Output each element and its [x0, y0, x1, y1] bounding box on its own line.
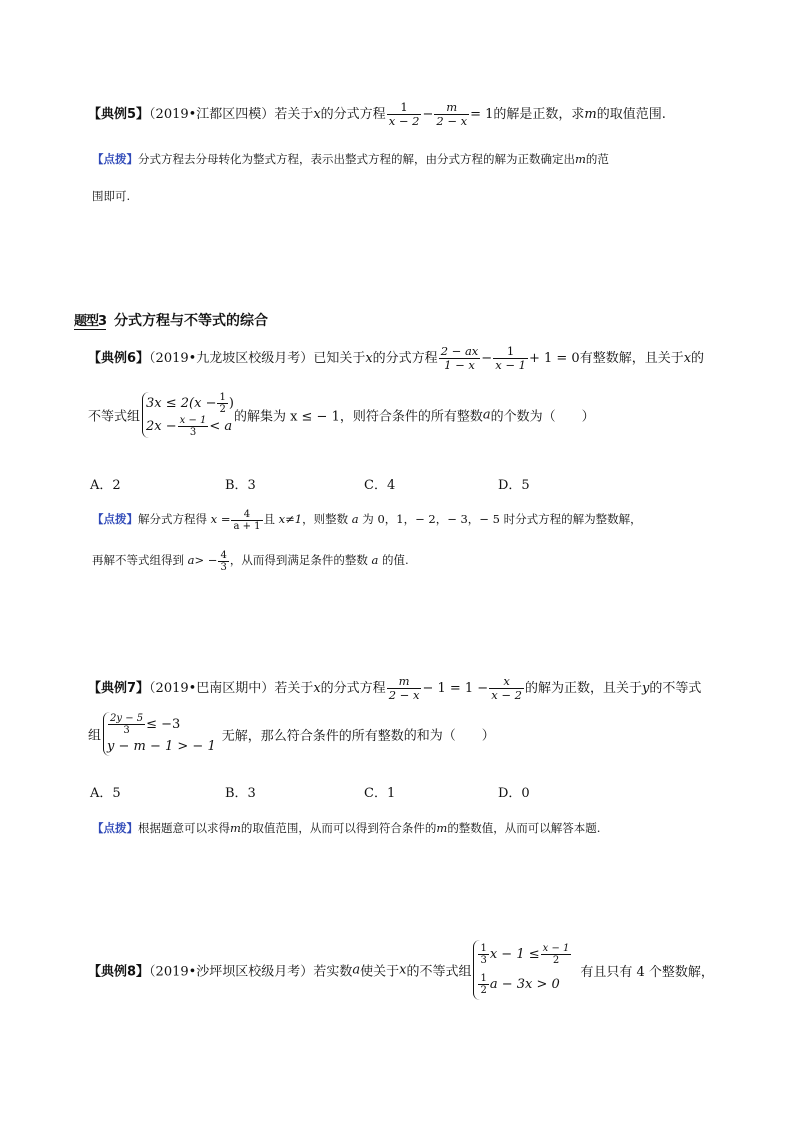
- option-a[interactable]: A．2: [90, 478, 121, 493]
- example-7-label: 【典例7】: [88, 681, 150, 696]
- section-title: 分式方程与不等式的综合: [114, 313, 269, 329]
- hint-label: 【点拨】: [92, 152, 138, 166]
- option-c[interactable]: C．1: [364, 786, 396, 801]
- example-6-line2: 不等式组 3x ≤ 2(x − $\frac{1}{2}$ ) 2x − $\frac{x - 1}{3}$ < a 的解集为 x ≤ − 1，则符合条件的所有整数a的个数为（ ）: [88, 392, 595, 438]
- example-6-line1: 【典例6】（2019•九龙坡区校级月考）已知关于x的分式方程 $\frac{2 - ax}{1 - x}$ − $\frac{1}{x - 1}$ + 1 = 0有整数解，且关于x的: [88, 344, 705, 372]
- example-6-hint: 【点拨】解分式方程得 x = $\frac{4}{a + 1}$ 且 x≠1，则整数 a 为 0，1，− 2，− 3，− 5 时分式方程的解为整数解，: [92, 508, 642, 532]
- hint-label: 【点拨】: [92, 821, 138, 835]
- example-8-line: 【典例8】（2019•沙坪坝区校级月考）若实数a使关于x的不等式组 $\frac{1}{3}$ x − 1 ≤ $\frac{x - 1}{2}$ $\frac{1}{2}$ a − 3x > 0 有且只有 4 个整数解，: [88, 940, 714, 1000]
- option-b[interactable]: B．3: [225, 478, 256, 493]
- example-7-hint: 【点拨】根据题意可以求得m的取值范围，从而可以得到符合条件的m的整数值，从而可以解答本题.: [92, 821, 601, 835]
- example-6-label: 【典例6】: [88, 351, 150, 366]
- fraction: $\frac{1}{x - 2}$: [388, 100, 420, 128]
- option-b[interactable]: B．3: [225, 786, 256, 801]
- fraction: $\frac{1}{x - 1}$: [495, 344, 526, 372]
- hint-label: 【点拨】: [92, 512, 138, 526]
- option-c[interactable]: C．4: [364, 478, 396, 493]
- section-heading: [74, 310, 268, 330]
- example-5-line: 【典例5】（2019•江都区四模）若关于x的分式方程 $\frac{1}{x - 2}$ − $\frac{m}{2 - x}$ = 1的解是正数，求m的取值范围.: [88, 100, 666, 128]
- fraction: $\frac{4}{a + 1}$: [233, 508, 261, 532]
- inequality-system: $\frac{1}{3}$ x − 1 ≤ $\frac{x - 1}{2}$ $\frac{1}{2}$ a − 3x > 0: [473, 940, 572, 1000]
- fraction: $\frac{2 - ax}{1 - x}$: [440, 344, 479, 372]
- option-d[interactable]: D．5: [498, 478, 530, 493]
- section-tag: 题型3: [74, 310, 106, 330]
- fraction: $\frac{4}{3}$: [220, 549, 227, 573]
- inequality-system: 3x ≤ 2(x − $\frac{1}{2}$ ) 2x − $\frac{x - 1}{3}$ < a: [142, 392, 234, 438]
- example-6-hint-line2: 再解不等式组得到 a> − $\frac{4}{3}$ ，从而得到满足条件的整数 a 的值.: [92, 549, 409, 573]
- example-8-label: 【典例8】: [88, 964, 150, 980]
- option-a[interactable]: A．5: [90, 786, 121, 801]
- example-5-hint-line2: 围即可.: [92, 189, 131, 203]
- option-d[interactable]: D．0: [498, 786, 530, 801]
- inequality-system: $\frac{2y - 5}{3}$ ≤ −3 y − m − 1 > − 1: [103, 712, 216, 756]
- fraction: $\frac{m}{2 - x}$: [388, 674, 420, 702]
- example-5-hint: 【点拨】分式方程去分母转化为整式方程，表示出整式方程的解，由分式方程的解为正数确定出m的范: [92, 152, 609, 166]
- example-7-line2: 组 $\frac{2y - 5}{3}$ ≤ −3 y − m − 1 > − 1 无解，那么符合条件的所有整数的和为（ ）: [88, 713, 495, 754]
- fraction: $\frac{x}{x - 2}$: [491, 674, 522, 702]
- example-7-line1: 【典例7】（2019•巴南区期中）若关于x的分式方程 $\frac{m}{2 - x}$ − 1 = 1 − $\frac{x}{x - 2}$ 的解为正数，且关于y的不等式: [88, 674, 702, 702]
- example-5-source: （2019•江都区四模）: [149, 107, 275, 122]
- fraction: $\frac{m}{2 - x}$: [436, 100, 468, 128]
- example-5-label: 【典例5】: [88, 107, 150, 122]
